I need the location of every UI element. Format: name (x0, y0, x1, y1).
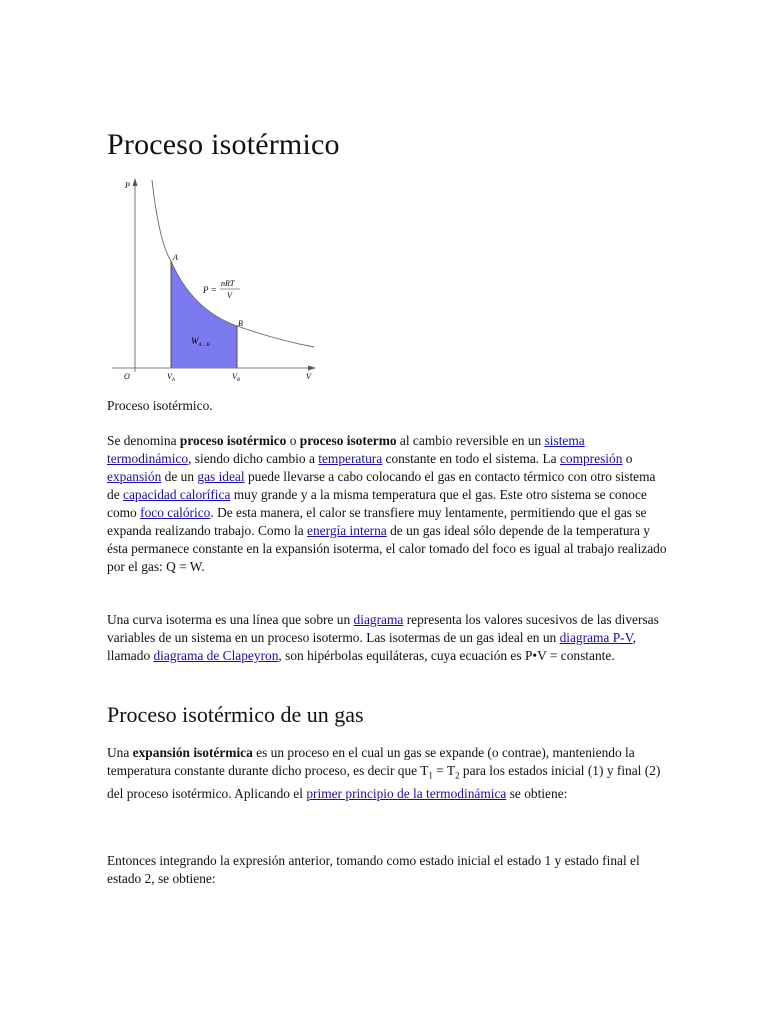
text: de un gas ideal sólo depende de la temperatura y ésta permanece constante en la expansión isoterma, el calor tomado del foco es igual al trabajo realizado por el gas: Q = W. (107, 523, 667, 574)
x-axis-arrow (308, 366, 316, 371)
link-diagrama-pv[interactable]: diagrama P-V (559, 630, 633, 645)
text: muy grande y a la misma temperatura que el gas. Este otro sistema se conoce como (107, 487, 647, 520)
paragraph-expansion (107, 744, 667, 803)
text: de un (161, 469, 198, 484)
text: Una curva isoterma es una línea que sobre un (107, 612, 354, 627)
label-v: V (306, 372, 311, 381)
label-b: B (238, 319, 243, 328)
y-axis-arrow (133, 178, 138, 186)
text: representa los valores sucesivos de las diversas variables de un sistema en un proceso isotermo. Las isotermas de un gas ideal en un (107, 612, 659, 645)
link-primer-principio[interactable]: primer principio de la termodinámica (306, 785, 507, 801)
label-p: P (125, 181, 130, 190)
text: al cambio reversible en un (396, 433, 545, 448)
formula-numerator: nRT (221, 279, 235, 288)
label-va: $V_A$ (167, 372, 175, 383)
label-a: A (173, 253, 178, 262)
term-proceso-isotermico: proceso isotérmico (179, 433, 287, 448)
subscript: 1 (428, 770, 433, 781)
text: o (622, 451, 633, 466)
link-gas-ideal[interactable]: gas ideal (197, 469, 245, 484)
subscript: 2 (455, 770, 460, 781)
page-title: Proceso isotérmico (107, 128, 340, 161)
text: para los estados inicial (1) y final (2) del proceso isotérmico. Aplicando el (107, 763, 661, 801)
text: se obtiene: (506, 785, 568, 801)
link-temperatura[interactable]: temperatura (318, 451, 383, 466)
figure-caption: Proceso isotérmico. (107, 398, 213, 413)
link-sistema-termodinamico[interactable]: sistema termodinámico (107, 433, 585, 466)
term-expansion-isotermica: expansión isotérmica (132, 745, 253, 760)
text: Se denomina (107, 433, 180, 448)
text: = T (432, 763, 456, 778)
paragraph-isoterma (107, 611, 667, 665)
link-energia-interna[interactable]: energía interna (307, 523, 387, 538)
pv-diagram (107, 172, 322, 387)
text: , son hipérbolas equiláteras, cuya ecuación es P•V = constante. (278, 648, 615, 663)
text: constante en todo el sistema. La (382, 451, 560, 466)
text: o (286, 433, 300, 448)
section-heading: Proceso isotérmico de un gas (107, 702, 364, 727)
link-capacidad-calorifica[interactable]: capacidad calorífica (123, 487, 231, 502)
label-vb: $V_B$ (232, 372, 240, 383)
label-o: O (124, 372, 130, 381)
work-area (171, 261, 237, 368)
text: , llamado (107, 630, 636, 663)
text: es un proceso en el cual un gas se expande (o contrae), manteniendo la temperatura constante durante dicho proceso, es decir que T (107, 745, 635, 778)
paragraph-definition (107, 432, 667, 576)
text: puede llevarse a cabo colocando el gas en contacto térmico con otro sistema de (107, 469, 656, 502)
text: . De esta manera, el calor se transfiere muy lentamente, permitiendo que el gas se expanda realizando trabajo. Como la (107, 505, 647, 538)
work-label: $W_{A\to B}$ (191, 336, 210, 348)
formula-denominator: V (227, 291, 232, 300)
link-foco-calorico[interactable]: foco calórico (140, 505, 211, 520)
text: Una (107, 745, 133, 760)
link-compresion[interactable]: compresión (559, 451, 623, 466)
link-diagrama[interactable]: diagrama (353, 612, 404, 627)
formula-lhs: P = (203, 285, 217, 295)
text: , siendo dicho cambio a (188, 451, 319, 466)
link-expansion[interactable]: expansión (107, 469, 162, 484)
term-proceso-isotermo: proceso isotermo (299, 433, 397, 448)
link-diagrama-clapeyron[interactable]: diagrama de Clapeyron (153, 648, 279, 663)
paragraph-integration: Entonces integrando la expresión anterior, tomando como estado inicial el estado 1 y estado final el estado 2, se obtiene: (107, 853, 640, 886)
